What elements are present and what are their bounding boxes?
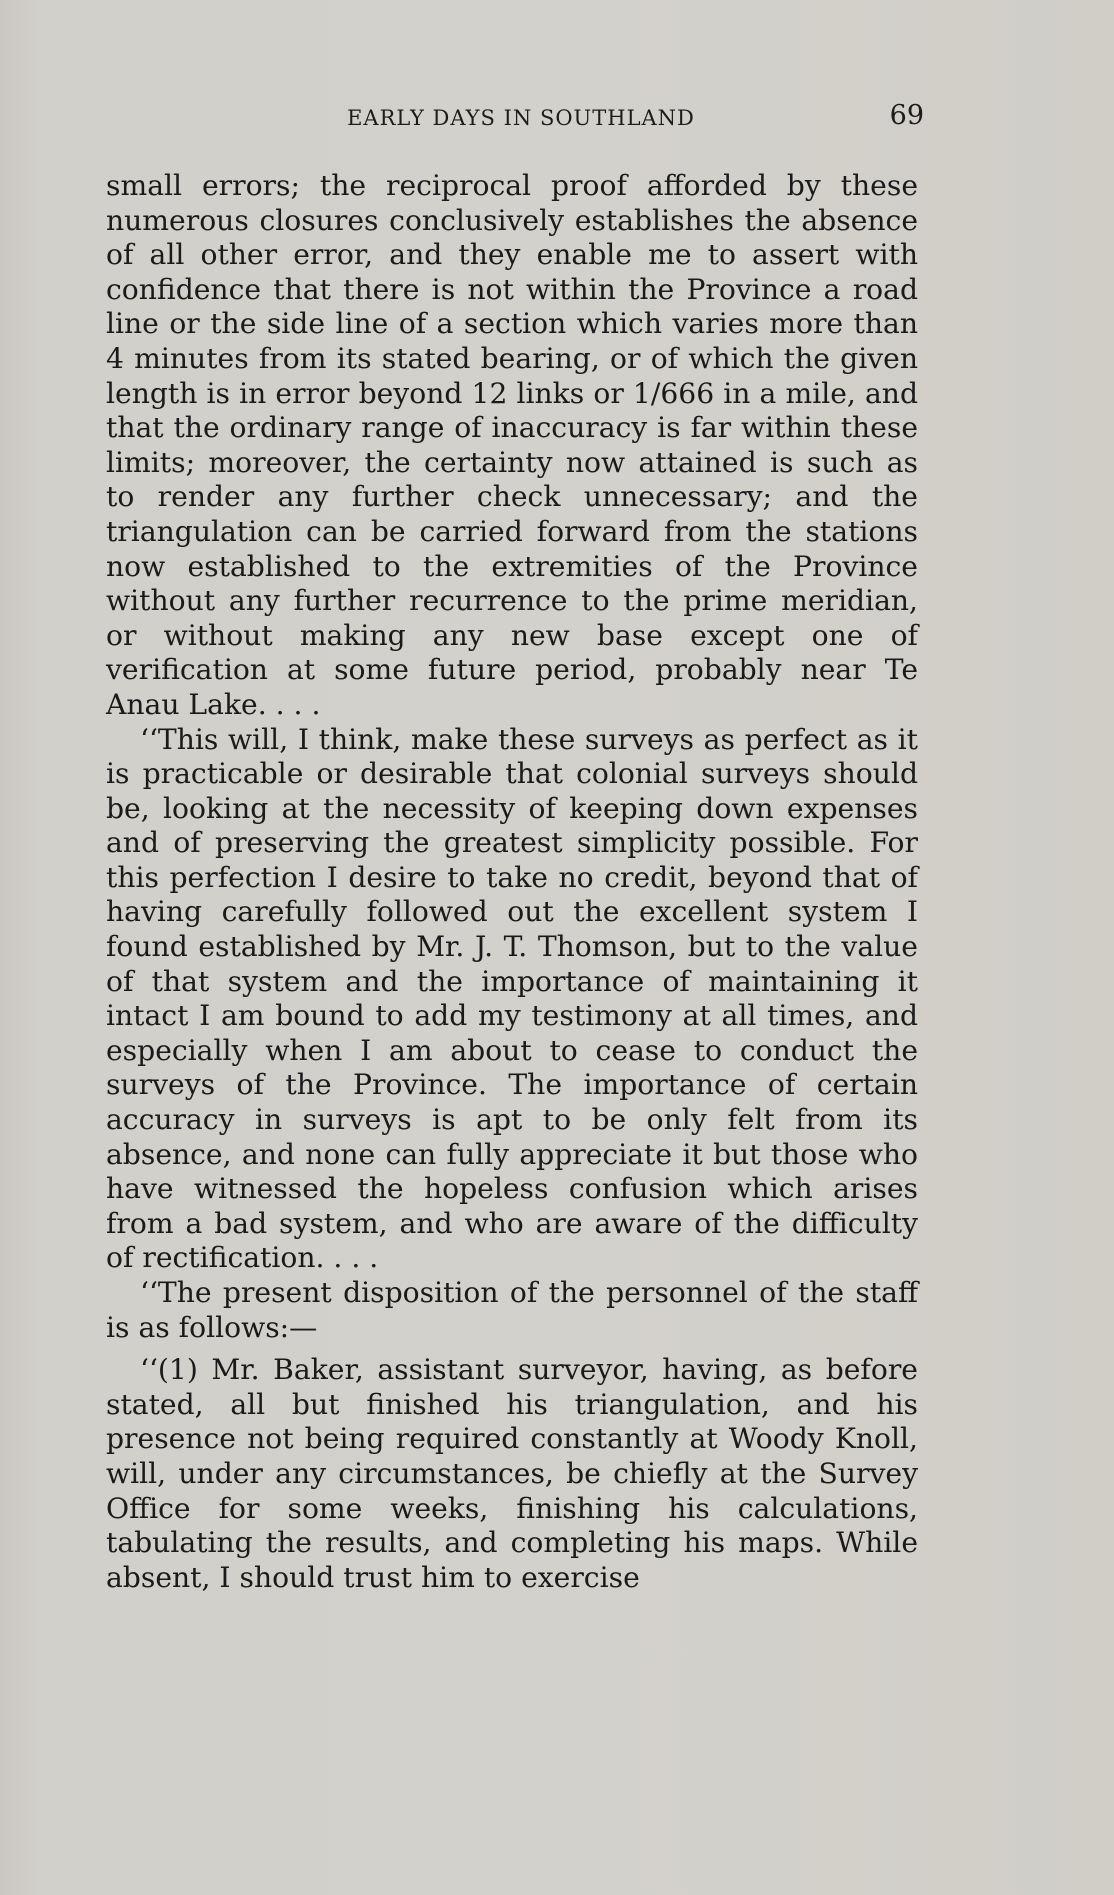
paragraph-perfection: ‘‘This will, I think, make these surveys as perfect as it is practicable or desirable that colonial surveys should be, looking at the necessity of keeping down expenses and of preserving the greatest simplicity possible. For this perfection I desire to take no credit, beyond that of having carefully followed out the excellent system I found established by Mr. J. T. Thomson, but to the value of that system and the importance of maintaining it intact I am bound to add my testimony at all times, and especially when I am about to cease to conduct the surveys of the Province. The importance of certain accuracy in surveys is apt to be only felt from its absence, and none can fully appreciate it but those who have witnessed the hopeless confusion which arises from a bad system, and who are aware of the difficulty of rectification. . . .: [106, 722, 918, 1275]
running-head: EARLY DAYS IN SOUTHLAND: [347, 106, 695, 130]
page-number: 69: [889, 100, 924, 131]
paragraph-continued: small errors; the reciprocal proof afforded by these numerous closures conclusively establishes the absence of all other error, and they enable me to assert with confidence that there is not within the Province a road line or the side line of a section which varies more than 4 minutes from its stated bearing, or of which the given length is in error beyond 12 links or 1/666 in a mile, and that the ordinary range of inaccuracy is far within these limits; moreover, the certainty now attained is such as to render any further check unnecessary; and the triangulation can be carried forward from the stations now established to the extremities of the Province without any further recurrence to the prime meridian, or without making any new base except one of verification at some future period, probably near Te Anau Lake. . . .: [106, 169, 918, 721]
paragraph-staff-intro: ‘‘The present disposition of the personnel of the staff is as follows:—: [106, 1276, 918, 1344]
body-text: [106, 169, 918, 1595]
paragraph-baker: ‘‘(1) Mr. Baker, assistant surveyor, having, as before stated, all but finished his triangulation, and his presence not being required constantly at Woody Knoll, will, under any circumstances, be chiefly at the Survey Office for some weeks, finishing his calculations, tabulating the results, and completing his maps. While absent, I should trust him to exercise: [106, 1353, 918, 1594]
page-header: [106, 100, 924, 140]
